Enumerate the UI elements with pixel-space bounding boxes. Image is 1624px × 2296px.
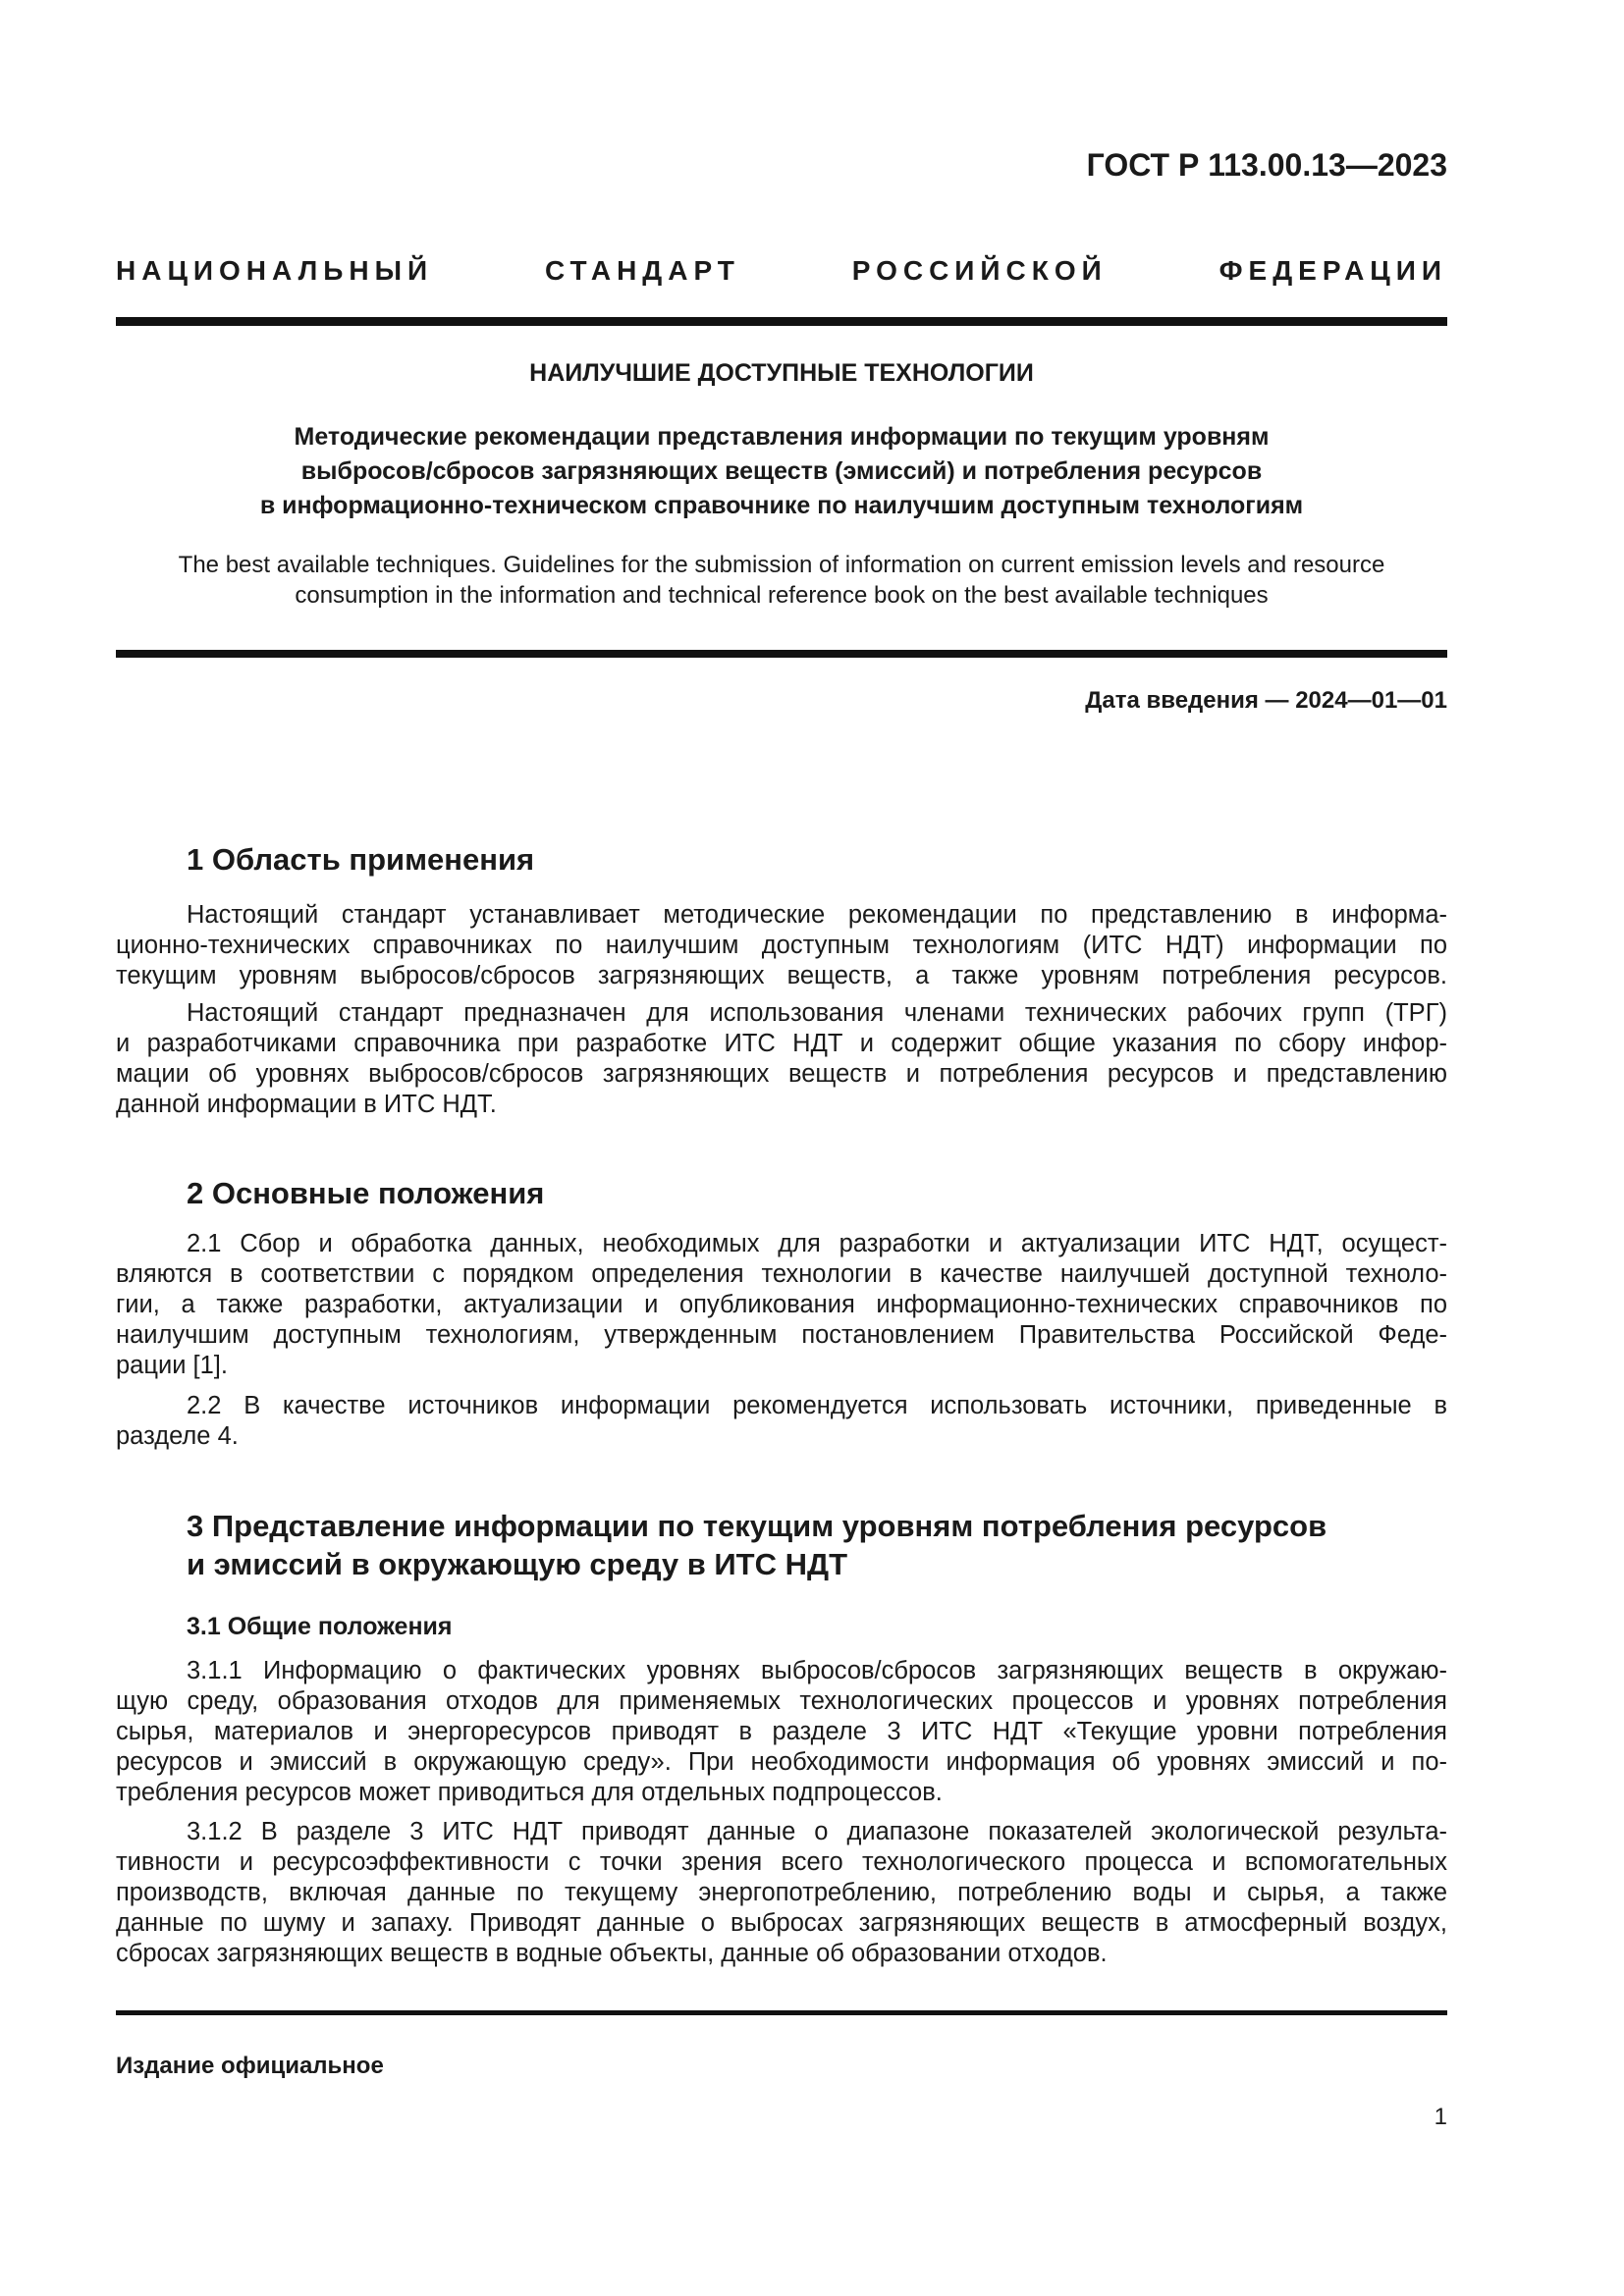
section-2-paragraph-1 <box>116 1229 1447 1381</box>
subsection-3-1-heading: 3.1 Общие положения <box>187 1613 453 1640</box>
text-line: вляются в соответствии с порядком определения технологии в качестве наилучшей доступной техноло- <box>116 1260 1447 1288</box>
standard-designation: ГОСТ Р 113.00.13—2023 <box>1086 147 1447 183</box>
english-title-line: The best available techniques. Guidelines for the submission of information on current emission levels and resource <box>178 552 1385 578</box>
text-line: текущим уровням выбросов/сбросов загрязняющих веществ, а также уровням потребления ресурсов. <box>116 962 1447 989</box>
heading-line: 3 Представление информации по текущим уровням потребления ресурсов <box>187 1509 1327 1543</box>
introduction-date: Дата введения — 2024—01—01 <box>1085 687 1447 714</box>
text-line: данные по шуму и запаху. Приводят данные о выбросах загрязняющих веществ в атмосферный воздух, <box>116 1909 1447 1937</box>
section-2-paragraph-2 <box>116 1391 1447 1452</box>
text-line: 2.1 Сбор и обработка данных, необходимых для разработки и актуализации ИТС НДТ, осущест- <box>187 1230 1447 1257</box>
document-subtitle <box>116 420 1447 523</box>
text-line: и разработчиками справочника при разработке ИТС НДТ и содержит общие указания по сбору инфор- <box>116 1030 1447 1057</box>
text-line: мации об уровнях выбросов/сбросов загрязняющих веществ и потребления ресурсов и представлению <box>116 1060 1447 1088</box>
footer-divider <box>116 2010 1447 2015</box>
text-line: требления ресурсов может приводиться для отдельных подпроцессов. <box>116 1779 943 1806</box>
subtitle-line: Методические рекомендации представления информации по текущим уровням <box>294 423 1270 451</box>
clause-3-1-2 <box>116 1817 1447 1969</box>
section-2-heading: 2 Основные положения <box>187 1176 545 1210</box>
title-divider <box>116 650 1447 658</box>
subtitle-line: выбросов/сбросов загрязняющих веществ (эмиссий) и потребления ресурсов <box>300 457 1263 485</box>
text-line: ресурсов и эмиссий в окружающую среду». При необходимости информация об уровнях эмиссий и по- <box>116 1748 1447 1776</box>
text-line: наилучшим доступным технологиям, утвержденным постановлением Правительства Российской Феде- <box>116 1321 1447 1349</box>
page-number: 1 <box>1434 2104 1447 2130</box>
text-line: 3.1.2 В разделе 3 ИТС НДТ приводят данные о диапазоне показателей экологической результа- <box>187 1818 1447 1845</box>
clause-3-1-1 <box>116 1656 1447 1808</box>
section-1-paragraph-1 <box>116 900 1447 991</box>
text-line: щую среду, образования отходов для применяемых технологических процессов и уровнях потребления <box>116 1687 1447 1715</box>
top-divider <box>116 317 1447 326</box>
text-line: 2.2 В качестве источников информации рекомендуется использовать источники, приведенные в <box>187 1392 1447 1419</box>
official-edition-label: Издание официальное <box>116 2053 384 2079</box>
section-1-heading: 1 Область применения <box>187 842 535 877</box>
text-line: ционно-технических справочниках по наилучшим доступным технологиям (ИТС НДТ) информации по <box>116 932 1447 959</box>
text-line: производств, включая данные по текущему энергопотреблению, потреблению воды и сырья, а также <box>116 1879 1447 1906</box>
text-line: гии, а также разработки, актуализации и опубликования информационно-технических справочников по <box>116 1291 1447 1318</box>
text-line: Настоящий стандарт предназначен для использования членами технических рабочих групп (ТРГ) <box>187 999 1447 1027</box>
text-line: сырья, материалов и энергоресурсов приводят в разделе 3 ИТС НДТ «Текущие уровни потребления <box>116 1718 1447 1745</box>
document-title: НАИЛУЧШИЕ ДОСТУПНЫЕ ТЕХНОЛОГИИ <box>529 359 1034 387</box>
english-title-line: consumption in the information and technical reference book on the best available techniques <box>295 582 1269 609</box>
subtitle-line: в информационно-техническом справочнике по наилучшим доступным технологиям <box>259 492 1304 519</box>
text-line: 3.1.1 Информацию о фактических уровнях выбросов/сбросов загрязняющих веществ в окружаю- <box>187 1657 1447 1684</box>
text-line: Настоящий стандарт устанавливает методические рекомендации по представлению в информа- <box>187 901 1447 929</box>
text-line: рации [1]. <box>116 1352 228 1379</box>
section-3-heading <box>187 1507 1447 1583</box>
english-title <box>116 550 1447 611</box>
text-line: тивности и ресурсоэффективности с точки зрения всего технологического процесса и вспомогательных <box>116 1848 1447 1876</box>
text-line: сбросах загрязняющих веществ в водные объекты, данные об образовании отходов. <box>116 1940 1108 1967</box>
national-standard-banner: НАЦИОНАЛЬНЫЙ СТАНДАРТ РОССИЙСКОЙ ФЕДЕРАЦИИ <box>116 255 1447 286</box>
text-line: разделе 4. <box>116 1422 239 1450</box>
section-1-paragraph-2 <box>116 998 1447 1120</box>
heading-line: и эмиссий в окружающую среду в ИТС НДТ <box>187 1547 848 1581</box>
text-line: данной информации в ИТС НДТ. <box>116 1091 497 1118</box>
